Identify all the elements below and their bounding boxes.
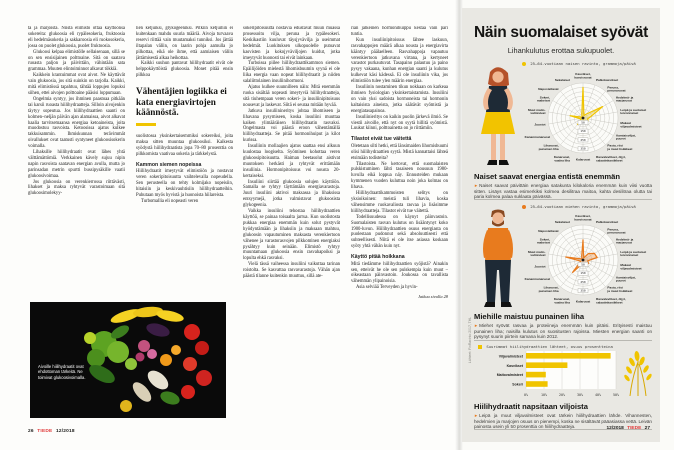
article-paragraph: Kaikkein krantuimmat ovat aivot. Ne käyttävät vain glukoosia, jos sitä suinkin on tarjolla. Kaikki, mitä elimistössä tapahtuu, tähtää loppujen lopuksi siihen, ettei aivojen polttoaine pääsisi loppumaan. [28, 73, 125, 96]
produce-photo [30, 302, 226, 418]
article-paragraph: Turbomallia eli nopeasti veren [141, 198, 199, 204]
bullet-arrow-icon: ► [474, 183, 479, 188]
svg-text:20%: 20% [558, 393, 566, 397]
section-divider [474, 340, 652, 341]
svg-text:0%: 0% [523, 393, 529, 397]
svg-text:Palkokasvikset: Palkokasvikset [595, 219, 619, 224]
svg-text:Kananmunaruoat: Kananmunaruoat [524, 135, 551, 139]
infographic-page [462, 8, 660, 442]
svg-text:Maitovalmisteet: Maitovalmisteet [496, 373, 523, 378]
svg-text:Kasvikset,kasvisruoat: Kasvikset, kasvisruoat [574, 72, 592, 80]
radar-chart-women [498, 64, 658, 170]
section-women [474, 172, 652, 200]
article-paragraph: Lihaksille hiilihydraatit ovat lähes yhtä välttämättömiä. Verkkainen kävely sujuu nipin napin rasvoista saatavan energian avulla, mutta jo parinsadan metrin spurtti bussipysäkille vaatii glukoosivoimaa. [28, 150, 125, 179]
section-carbs-heading: Hiilihydraatit napsitaan viljoista [474, 402, 588, 411]
infographic-title: Näin suomalaiset syövät [473, 24, 648, 41]
svg-text:Juustot: Juustot [534, 264, 546, 269]
svg-text:Leipä ja suolaisetleivonnaiset: Leipä ja suolaiset leivonnaiset [620, 249, 647, 258]
svg-text:50%: 50% [612, 393, 620, 397]
wheat-icon [622, 348, 654, 403]
right-issue: 12/2018 [606, 426, 624, 431]
section-carbs-body: ►Leipä ja muut viljavalmisteet ovat tärkein hiilihydraattien lähde. Vihannesten, hedelmien ja marjojen osuus on pienempi, koska ne sisältävät pääasiassa vettä. Leivän painosta usein yli 50 prosenttia on hiilihydraatteja. [474, 413, 652, 430]
svg-text:Sokeri,makeiset: Sokeri, makeiset [536, 95, 551, 103]
produce-photo-illustration [30, 302, 226, 418]
pull-quote [136, 86, 233, 126]
svg-text:Aamiaisviljat,puurot: Aamiaisviljat, puurot [615, 275, 636, 283]
article-paragraph: Ongelmia syntyy, jos ihminen paastoaa pitkään tai karsii ruoasta hiilihydraatteja. Silloin aivojenkin täytyy sopeutua. Jos hiilihydraattien saanti on kolmen–neljän päivän ajan alamaissa, aivot alkavat haalia tarvitsemaansa energiaa ketoaineista, joita muodostuu rasvoista. Ketoosissa ajatus kulkee takkuisammin. Ihmiskunnan terävimmät oivallukset ovat taatusti syntyneet glukoosisokerin voimalla. [28, 96, 125, 150]
svg-text:Peruna,perunaruoat: Peruna, perunaruoat [607, 227, 626, 235]
legend-square-icon [478, 345, 482, 349]
article-subhead: Käyttö pitää hoikkana [351, 254, 405, 261]
article-paragraph: Turboissa piilee hiilihydraattikammon siemen. Epäilijöiden mielestä lihomisbuumin syynä ei ole liika energia vaan nopeat hiilihydraatit ja niiden salaliittolainen insuliinihormoni. [243, 61, 340, 85]
right-page-number: 27 [644, 426, 650, 431]
svg-text:Muut maito-valmisteet: Muut maito-valmisteet [528, 249, 546, 258]
right-page-footer [606, 426, 650, 431]
article-paragraph: Insuliini siirtää glukoosia solujen käyttöön. Samalla se ryhtyy täyttämään energiavarastoja. Juuri insuliini aktivoi maksassa ja lihaksissa entsyymejä, jotka valmistavat glukoosista glykogeenia. [243, 179, 340, 209]
left-page-number: 26 [28, 429, 34, 434]
pull-quote-text: Vähentäjien logiikka ei kata energiavirtojen käännöstä. [136, 86, 227, 118]
svg-text:250: 250 [580, 279, 586, 284]
left-issue: 12/2018 [55, 429, 75, 434]
article-paragraph: rian jälkeinen hormonihuippu kestää vain pari tuntia. [351, 26, 448, 37]
legend-women-label: 25–64-vuotiaan naisen ravinto, grammoja/päivä [530, 61, 636, 66]
article-paragraph: Todellisuudessa on käynyt päinvastoin. Suomalaisten rasvan kulutus on lisääntynyt koko 1900-luvun. Hiilihydraattien osuus energiasta on puolestaan pudonnut sekä absoluuttisesti että suhteellisesti. Niitä ei ole itse asiassa koskaan syöty yhtä vähän kuin nyt. [351, 214, 448, 250]
svg-text:Liharuoat,punainen liha: Liharuoat, punainen liha [538, 285, 559, 293]
section-men-body: ►Miehet syövät rasvaa ja proteiineja enemmän kuin pitäisi. Erityisesti maistuu punainen liha; naisilla kulutus on suositusten rajoissa. Miesten energian saanti on pysynyt suurin piirtein samana kuin 2012. [474, 323, 652, 340]
svg-text:Kananmunaruoat: Kananmunaruoat [524, 277, 551, 281]
svg-text:Peruna,perunaruoat: Peruna, perunaruoat [607, 85, 626, 93]
article-paragraph: Kaikki suuhun pantavat hiilihydraatit eivät ole helppokäyttöistä glukoosia. Monet pitää ensin pilkkoa [136, 61, 233, 79]
article-subhead: Kammon siemen nopeissa [136, 161, 202, 168]
svg-text:250: 250 [580, 137, 586, 142]
svg-text:Kasvikset: Kasvikset [506, 363, 523, 368]
article-paragraph: Asia selviää Terveyden ja hyvin- [356, 285, 418, 291]
svg-text:30%: 30% [576, 393, 584, 397]
svg-text:Kanaruoat,vaalea liha: Kanaruoat, vaalea liha [553, 155, 571, 163]
svg-text:40%: 40% [594, 393, 602, 397]
svg-text:Hedelmä- jamarjaruoat: Hedelmä- ja marjaruoat [615, 95, 634, 103]
svg-text:Sekalaiset: Sekalaiset [554, 219, 571, 224]
svg-text:Kalaruoat: Kalaruoat [575, 299, 591, 304]
svg-text:Rasvalevitteet, öljyt,salaatin: Rasvalevitteet, öljyt, salaatinkastikkeet [595, 155, 626, 163]
svg-text:Aamiaisviljat,puurot: Aamiaisviljat, puurot [615, 133, 636, 141]
svg-text:350: 350 [580, 146, 586, 151]
svg-text:Pasta, riisija muut lisäkkeet: Pasta, riisi ja muut lisäkkeet [607, 285, 633, 293]
article-paragraph: Insuliinieritys on kaikin puolin järkevä ilmiö. Se viestii aivoille, että nyt on syytä hillitä syömistä. Luukut kiinni, polttoainetta on jo riittämiin. [351, 114, 448, 132]
svg-text:Sokeri: Sokeri [512, 382, 523, 387]
svg-text:Leipä ja suolaisetleivonnaiset: Leipä ja suolaiset leivonnaiset [620, 107, 647, 116]
article-column-4 [351, 26, 448, 418]
section-women-body: ►Naiset saavat päivittäin energiaa satakunta kilokaloria enemmän kuin viisi vuotta sitten. Lisäys vastaa esimerkiksi kolmea desilitraa maitoa, kahta desilitraa olutta tai paria kolmea palaa suklaata päivässä. [474, 183, 652, 200]
photo-caption: Aivoille hiilihydraatit ovat ehdottoman tärkeitä. Ne toimivat glukoosivoimalla. [38, 364, 86, 380]
svg-text:Naposteltavat: Naposteltavat [538, 228, 559, 233]
article-paragraph: Hiilihydraatit imeytyvät elimistöön ja nostavat veren sokeripitoisuutta vaihtelevalla nopeudella. Sen perusteella on tehty kolmijako nopeisiin, hitaisiin ja keskivauhtisiin hiilihydraatteihin. Puhutaan myös hyvistä ja huonoista hiilareista. [136, 169, 233, 198]
legend-bars-label: Suurimmat hiilihydraattien lähteet, osuus prosentteina [486, 344, 613, 349]
section-women-heading: Naiset saavat energiaa entistä enemmän [474, 172, 621, 181]
infographic-subtitle: Lihankulutus erottaa sukupuolet. [507, 46, 615, 55]
article-paragraph: Insuliinin nostaminen tikun nokkaan on karkeaa ihmisen fysiologian yksinkertaistamista. Insuliini on vain yksi sadoista hormoneista tai hormonin kaltaisista aineista, jotka säätävät syömistä ja energiatasapainoa. [351, 85, 448, 114]
svg-text:50: 50 [581, 262, 585, 267]
svg-text:Muut maito-valmisteet: Muut maito-valmisteet [528, 107, 546, 116]
article-paragraph: Oletetaan silti hetki, että länsimaiden lihomisbuumi olisi hiilihydraattien syytä. Mistä kannattaisi lähteä etsimään todisteita? [351, 143, 448, 161]
section-men [474, 312, 652, 340]
pull-quote-dash-icon [136, 123, 156, 126]
svg-text:Sekalaiset: Sekalaiset [554, 77, 571, 82]
article-column-1 [28, 26, 125, 298]
legend-men-label: 25–64-vuotiaan miehen ravinto, grammoja/päivä [530, 204, 636, 209]
svg-text:Pasta, riisija muut lisäkkeet: Pasta, riisi ja muut lisäkkeet [607, 143, 633, 151]
article-paragraph: Vielä tässä vaiheessa insuliini vaikuttaa tarinan roistolta. Se kasvattaa rasvavarastoja. Vähän ajan päästä tilanne kuitenkin muuttuu, sillä ate- [243, 262, 340, 280]
svg-text:Makeatviljavalmisteet: Makeat viljavalmisteet [620, 262, 642, 271]
svg-text:Sokeri,makeiset: Sokeri, makeiset [536, 237, 551, 245]
article-paragraph: Insuliinin mollaajien ajatus saattaa ensi alkuun kuulostaa loogiselta. Syöminen kohottaa veren glukoosipitoisuutta. Haiman beetasolut aistivat muutoksen herkästi ja ryhtyvät erittämään insuliinia. Hormonipitoisuus voi nousta 20-kertaiseksi. [243, 144, 340, 179]
svg-text:Naposteltavat: Naposteltavat [538, 86, 559, 91]
legend-bars [478, 344, 613, 349]
svg-text:Juustot: Juustot [534, 122, 546, 127]
svg-text:Kanaruoat,vaalea liha: Kanaruoat, vaalea liha [553, 297, 571, 305]
article-paragraph: Vaikka insuliini tehostaa hiilihydraattien käyttöä, se painaa toisaalta jarrua. Kun suolistosta pukkaa energiaa enemmän kuin solut pystyvät hyödyntämään ja lihaksiin ja maksaan mahtuu, glukoosin vapautuminen maksasta verenkiertoon vähenee ja varastorasvojen pilkkominen energiaksi pysähtyy kuin seinään. Elimistö ryhtyy muuntamaan glukoosia ensin rasvahapoiksi ja lopulta ehkä rasvaksi. [243, 209, 340, 262]
svg-text:150: 150 [580, 271, 586, 276]
section-divider [474, 199, 652, 200]
continuation-note: Jatkuu sivulla 28 [418, 294, 448, 300]
svg-text:Hedelmä- jamarjaruoat: Hedelmä- ja marjaruoat [615, 237, 634, 245]
radar-chart-men [498, 206, 658, 312]
article-paragraph: Kun insuliinipitoisuus lähtee laskuun, rasvahappojen määrä alkaa nousta ja energiavirta kääntyy päälaelleen. Rasvahappoja vapautuu verenkiertoon jatkuvana virtana, ja kertyneet varastot purkautuvat. Tasapaino palautuu ja paino pysyy vakaana, kunhan energian saanti ja kulutus kulkevat käsi kädessä. Ei ole insuliinin vika, jos elimistöön tulee ylen määrin energiaa. [351, 37, 448, 85]
left-page-footer [28, 429, 75, 434]
svg-text:50: 50 [581, 120, 585, 125]
magazine-logo: TIEDE [37, 429, 53, 434]
svg-text:Makeatviljavalmisteet: Makeat viljavalmisteet [620, 120, 642, 129]
svg-text:Rasvalevitteet, öljyt,salaatin: Rasvalevitteet, öljyt, salaatinkastikkeet [595, 297, 626, 305]
svg-text:350: 350 [580, 288, 586, 293]
article-paragraph: Mitä tiedämme hiilihydraattien syöjistä? Ainakin sen, etteivät he ole sen pulskempia kuin muut – oikeastaan päinvastoin. Joukossa on tavallista vähemmän ylipainoisia. [351, 261, 448, 285]
article-paragraph: tä ja marjoista. Niistä elimistö ottaa käyttöönsä sokereita: glukoosia eli rypälesokeria, fruktoosia eli hedelmäsokeria ja sakkaroosia eli ruokosokeria, jossa on puolet glukoosia, puolet fruktoosia. [28, 26, 125, 49]
article-paragraph: Jatkuva insuliinineritys johtaa lihomiseen ja lihavana pysymiseen, koska insuliini muuttaa kaiken ylimääräisen hiilihydraatin rasvaksi. Ongelmasta voi päästä eroon vähentämällä hiilihydraatteja. Se pitää hormonihuiput ja kilot kurissa. [243, 108, 340, 144]
svg-text:150: 150 [580, 129, 586, 134]
article-paragraph: suolistossa yksinkertaisemmiksi sokereiksi, joita maksa sitten muuntaa glukoosiksi. Kaikesta syödystä hiilihydraatista jopa 70–80 prosenttia on pilkkomista vaativaa sokeria ja tärkkelystä. [136, 133, 233, 157]
article-paragraph: sokeripitoisuutta nostavia edustavat muun muassa prosessoitu vilja, peruna ja rypälesokeri. Keskikastiin kuuluvat täysjyvävilja ja useimmat hedelmät. Luokituksen ulkopuolelle putoavat kasvisten ja kokojyväviljojen kuidut, jotka imeytyvät huonosti tai eivät lainkaan. [243, 26, 340, 61]
bullet-arrow-icon: ► [474, 323, 479, 328]
article-paragraph: lien ketjuiksi, glykogeeniksi. Pitkiin ketjuihin ei kuitenkaan mahdu suuria määriä. Aivoja turvaava reservi riittää vain muutamaksi tunniksi. Jos jättää iltapalan väliin, on laarin pohja aamulla jo pilkottaa, eikä ole ihme, että aamiaisen väliin jättämisestä alkaa heikottaa. [136, 26, 233, 61]
article-column-2 [136, 26, 233, 298]
svg-text:Viljavalmisteet: Viljavalmisteet [498, 354, 523, 359]
article-paragraph: Hiilihydraattikammoisten selitys on yksioikoinen: meistä tuli lihavia, koska vähensimme ruokavaliosta rasvaa ja lisäsimme hiilihydraatteja. Tilastot eivät tue väitettä. [351, 191, 448, 214]
svg-text:Liharuoat,punainen liha: Liharuoat, punainen liha [538, 143, 559, 151]
article-paragraph: Tilastoista. Ne kertovat, että suomalaisten pulskistuminen lähti tasaiseen nousuun 1980-luvulla eikä loppua näy. Ennusteiden mukaan kymmenen vuoden kuluttua noin joka kolmas on lihava. [351, 161, 448, 191]
svg-text:Kalaruoat: Kalaruoat [575, 157, 591, 162]
svg-text:10%: 10% [540, 393, 548, 397]
svg-text:Kasvikset,kasvisruoat: Kasvikset, kasvisruoat [574, 214, 592, 222]
magazine-logo: TIEDE [627, 426, 642, 431]
article-paragraph: Ajatus kulkee suunnilleen näin: Mitä enemmän ruoka sisältää nopeasti imeytyviä hiilihydraatteja, sitä tiuhempaan veren sokeri- ja insuliinipitoisuus nousevat ja laskevat. Siitä ei seuraa mitään hyvää. [243, 85, 340, 108]
article-column-3 [243, 26, 340, 418]
article-paragraph: Glukoosi kelpaa elimistölle sellaisenaan, sillä se on sen ensisijainen polttoaine. Sitä on saatava ruoasta paljon ja päivittäin, vähintään sata grammaa. Muuten elintoiminnot alkavat tökkiä. [28, 49, 125, 73]
article-paragraph: Jos glukoosia on verenkierrossa riittävästi, lihakset ja maksa ryhtyvät varastoimaan sitä glukoosimolekyy- [28, 179, 125, 197]
source-note: Lähteet: FinRavinto 2017, THL [468, 316, 472, 364]
article-subhead: Tilastot eivät tue väitettä [351, 136, 412, 143]
svg-text:Palkokasvikset: Palkokasvikset [595, 77, 619, 82]
bar-chart-carb-sources [474, 351, 624, 403]
section-men-heading: Miehille maistuu punainen liha [474, 312, 585, 321]
bullet-arrow-icon: ► [474, 413, 479, 418]
